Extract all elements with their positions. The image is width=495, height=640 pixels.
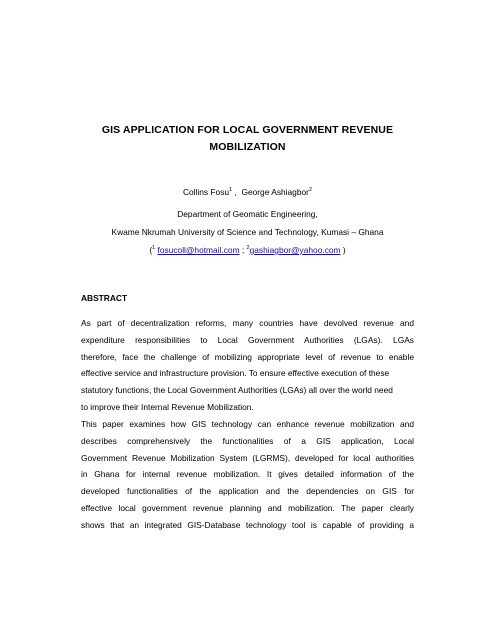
- email-line: [0, 245, 495, 255]
- paragraph-line: to improve their Internal Revenue Mobilization.: [81, 401, 254, 412]
- author-1-name: Collins Fosu: [182, 187, 230, 197]
- department: Department of Geomatic Engineering,: [177, 209, 318, 219]
- abstract-paragraph-2: [81, 416, 414, 534]
- author-2-name: George Ashiagbor: [241, 187, 309, 197]
- paragraph-line: effective local government revenue planning and mobilization. The paper clearly: [81, 502, 414, 513]
- paragraph-line: shows that an integrated GIS-Database technology tool is capable of providing a: [81, 519, 414, 530]
- email-1-link[interactable]: fosucoll@hotmail.com: [157, 245, 240, 255]
- email-separator: ;: [239, 245, 247, 255]
- email-1-superscript: 1: [152, 245, 156, 251]
- author-2-superscript: 2: [308, 187, 313, 193]
- email-2-link[interactable]: gashiagbor@yahoo.com: [249, 245, 341, 255]
- author-separator: ,: [232, 187, 242, 197]
- paragraph-line: Government Revenue Mobilization System (LGRMS), developed for local authorities: [81, 452, 414, 463]
- paragraph-line: effective service and infrastructure provision. To ensure effective execution of these: [81, 368, 390, 379]
- author-1-superscript: 1: [229, 187, 233, 193]
- paragraph-line: describes comprehensively the functionalities of a GIS application, Local: [81, 435, 414, 446]
- university: Kwame Nkrumah University of Science and Technology, Kumasi – Ghana: [111, 227, 384, 237]
- email-close-paren: ): [340, 245, 346, 255]
- author-line: [0, 187, 495, 197]
- paragraph-line: therefore, face the challenge of mobilizing appropriate level of revenue to enable: [81, 351, 414, 362]
- abstract-paragraph-1: [81, 315, 414, 416]
- paragraph-line: As part of decentralization reforms, many countries have devolved revenue and: [81, 318, 414, 328]
- email-open-paren: (: [149, 245, 153, 255]
- paragraph-line: This paper examines how GIS technology can enhance revenue mobilization and: [81, 419, 414, 429]
- paragraph-line: developed functionalities of the application and the dependencies on GIS for: [81, 486, 414, 497]
- paragraph-line: expenditure responsibilities to Local Government Authorities (LGAs). LGAs: [81, 334, 414, 345]
- paragraph-line: statutory functions, the Local Government Authorities (LGAs) all over the world need: [81, 385, 393, 396]
- paper-title-line-1: GIS APPLICATION FOR LOCAL GOVERNMENT REVENUE: [101, 124, 394, 136]
- paragraph-line: in Ghana for internal revenue mobilization. It gives detailed information of the: [81, 469, 414, 480]
- email-2-superscript: 2: [246, 245, 250, 251]
- paper-title-line-2: MOBILIZATION: [209, 141, 286, 153]
- abstract-heading: ABSTRACT: [81, 293, 128, 303]
